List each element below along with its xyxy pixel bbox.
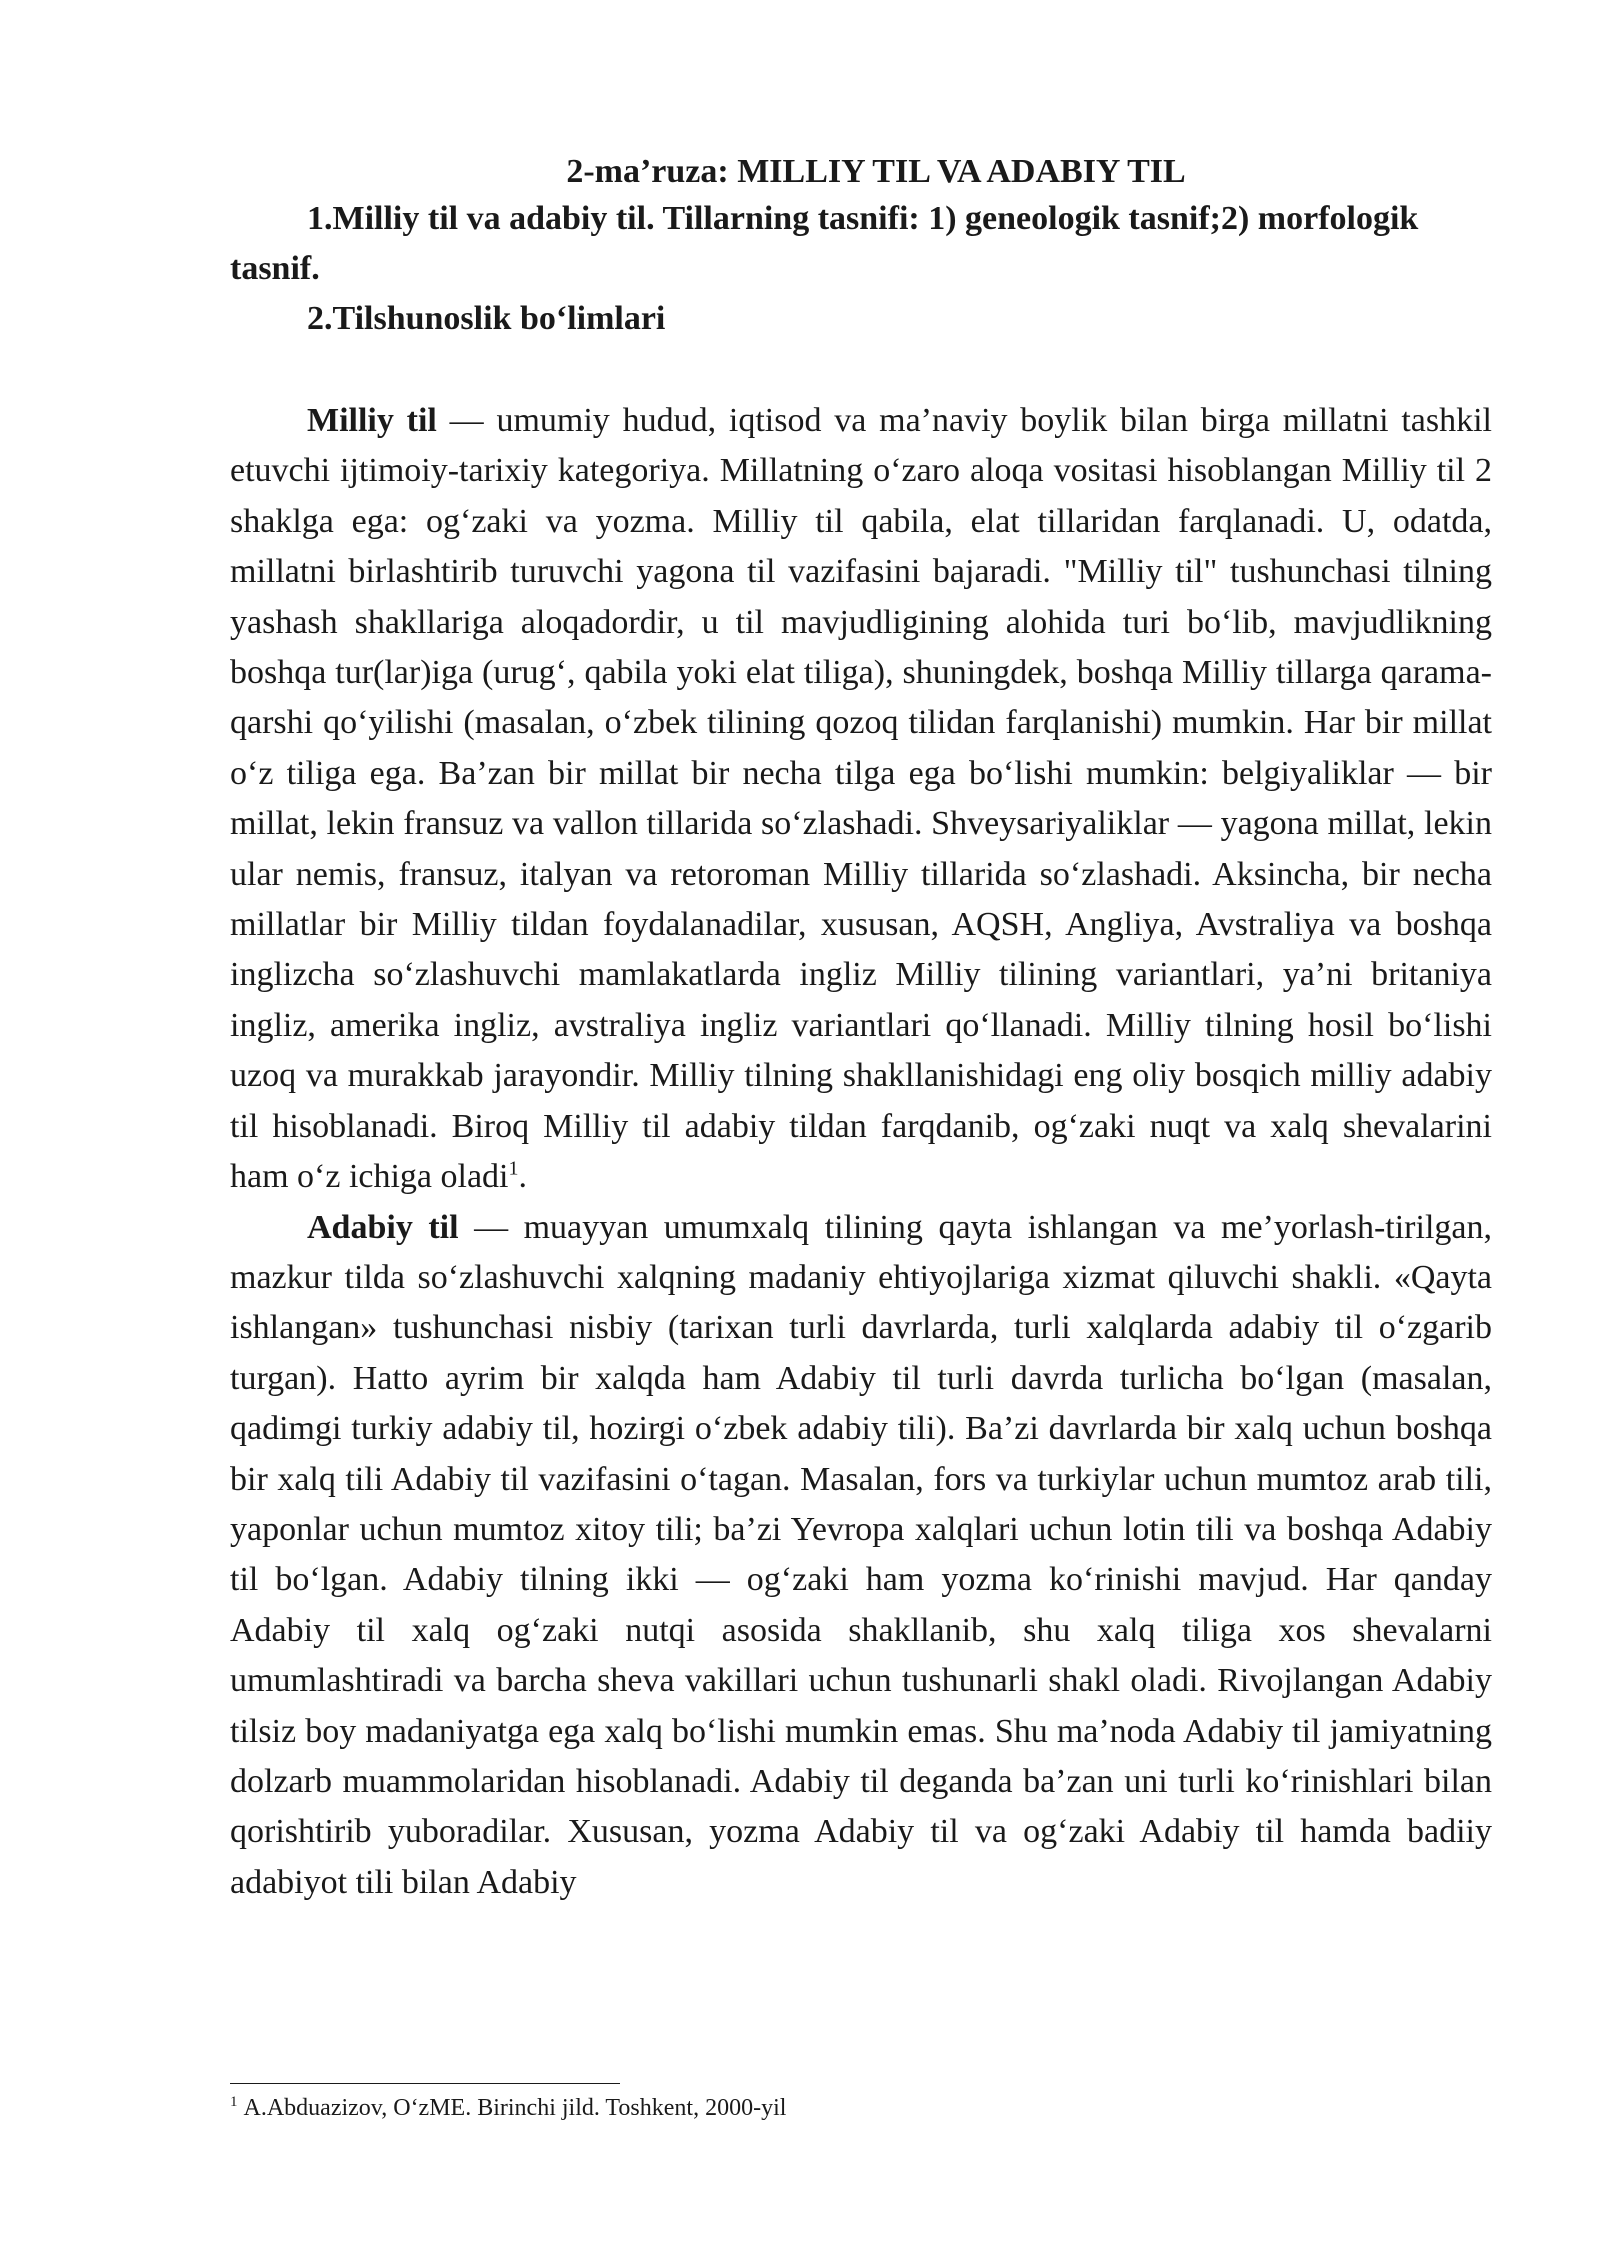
footnote (230, 2093, 786, 2123)
footnote-reference[interactable]: 1 (508, 1157, 519, 1180)
paragraph-2-text: — muayyan umumxalq tilining qayta ishlangan va me’yorlash-tirilgan, mazkur tilda so‘zlashuvchi xalqning madaniy ehtiyojlariga xizmat qiluvchi shakli. «Qayta ishlangan» tushunchasi nisbiy (tarixan turli davrlarda, turli xalqlarda adabiy til o‘zgarib turgan). Hatto ayrim bir xalqda ham Adabiy til turli davrda turlicha bo‘lgan (masalan, qadimgi turkiy adabiy til, hozirgi o‘zbek adabiy tili). Ba’zi davrlarda bir xalq uchun boshqa bir xalq tili Adabiy til vazifasini o‘tagan. Masalan, fors va turkiylar uchun mumtoz arab tili, yaponlar uchun mumtoz xitoy tili; ba’zi Yevropa xalqlari uchun lotin tili va boshqa Adabiy til bo‘lgan. Adabiy tilning ikki — og‘zaki ham yozma ko‘rinishi mavjud. Har qanday Adabiy til xalq og‘zaki nutqi asosida shakllanib, shu xalq tiliga xos shevalarni umumlashtiradi va barcha sheva vakillari uchun tushunarli shakl oladi. Rivojlangan Adabiy tilsiz boy madaniyatga ega xalq bo‘lishi mumkin emas. Shu ma’noda Adabiy til jamiyatning dolzarb muammolaridan hisoblanadi. Adabiy til deganda ba’zan uni turli ko‘rinishlari bilan qorishtirib yuboradilar. Xususan, yozma Adabiy til va og‘zaki Adabiy til hamda badiiy adabiyot tili bilan Adabiy (230, 1208, 1492, 1901)
footnote-separator (230, 2083, 620, 2084)
document-page (230, 150, 1492, 1908)
paragraph-1-text: — umumiy hudud, iqtisod va ma’naviy boylik bilan birga millatni tashkil etuvchi ijtimoiy-tarixiy kategoriya. Millatning o‘zaro aloqa vositasi hisoblangan Milliy til 2 shaklga ega: og‘zaki va yozma. Milliy til qabila, elat tillaridan farqlanadi. U, odatda, millatni birlashtirib turuvchi yagona til vazifasini bajaradi. "Milliy til" tushunchasi tilning yashash shakllariga aloqadordir, u til mavjudligining alohida turi bo‘lib, mavjudlikning boshqa tur(lar)iga (urug‘, qabila yoki elat tiliga), shuningdek, boshqa Milliy tillarga qarama-qarshi qo‘yilishi (masalan, o‘zbek tilining qozoq tilidan farqlanishi) mumkin. Har bir millat o‘z tiliga ega. Ba’zan bir millat bir necha tilga ega bo‘lishi mumkin: belgiyaliklar — bir millat, lekin fransuz va vallon tillarida so‘zlashadi. Shveysariyaliklar — yagona millat, lekin ular nemis, fransuz, italyan va retoroman Milliy tillarida so‘zlashadi. Aksincha, bir necha millatlar bir Milliy tildan foydalanadilar, xususan, AQSH, Angliya, Avstraliya va boshqa inglizcha so‘zlashuvchi mamlakatlarda ingliz Milliy tilining variantlari, ya’ni britaniya ingliz, amerika ingliz, avstraliya ingliz variantlari qo‘llanadi. Milliy tilning hosil bo‘lishi uzoq va murakkab jarayondir. Milliy tilning shakllanishidagi eng oliy bosqich milliy adabiy til hisoblanadi. Biroq Milliy til adabiy tildan farqdanib, og‘zaki nuqt va xalq shevalarini ham o‘z ichiga oladi (230, 402, 1493, 1196)
topic-2: 2.Tilshunoslik bo‘limlari (307, 300, 666, 337)
paragraph-adabiy-til (230, 1203, 1492, 1909)
term-milliy-til: Milliy til (307, 402, 437, 439)
footnote-marker: 1 (230, 2094, 238, 2110)
paragraph-1-end: . (518, 1158, 528, 1196)
term-adabiy-til: Adabiy til (307, 1208, 459, 1246)
spacer (230, 344, 1492, 396)
footnote-text: A.Abduazizov, O‘zME. Birinchi jild. Toshkent, 2000-yil (243, 2095, 787, 2121)
paragraph-milliy-til (230, 396, 1492, 1203)
lecture-title: 2-ma’ruza: MILLIY TIL VA ADABIY TIL (566, 153, 1186, 190)
topic-1: 1.Milliy til va adabiy til. Tillarning tasnifi: 1) geneologik tasnif;2) morfologik tasnif. (230, 200, 1419, 287)
